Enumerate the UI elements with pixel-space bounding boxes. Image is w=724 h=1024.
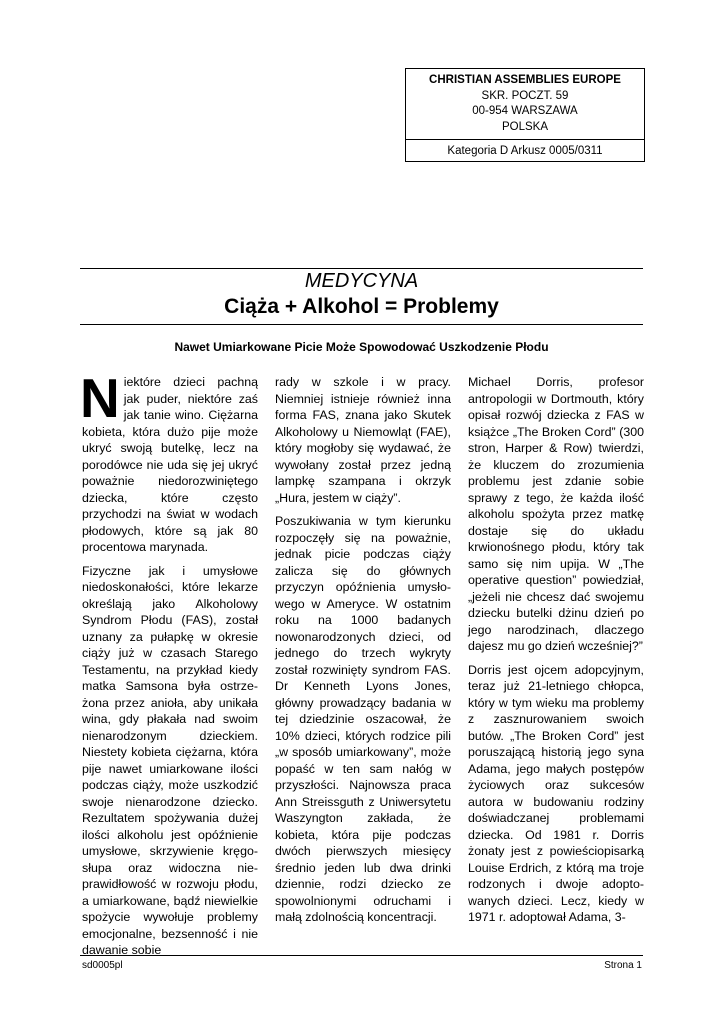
paragraph: Dorris jest ojcem adopcyjnym, teraz już 21-letniego chłopca, który w tym wieku ma problemy z zasznurowaniem swoich butów. „The Broken Cord” jest poruszającą historią jego syna Adama, jego małych postępów życiowych oraz sukcesów autora w budowaniu rodziny doświadczanej problemami dziecka. Od 1981 r. Dorris żonaty jest z powieściopisarką Louise Erdrich, z którą ma troje rodzonych i dwoje adoptowanych dzieci. Lecz, kiedy w 1971 r. adoptował Adama, 3-: [468, 662, 644, 924]
paragraph: [80, 367, 258, 556]
paragraph-text: iektóre dzieci pachną jak puder, niektóre zaś jak tanie wino. Ciężarna kobieta, która dużo pije może ukryć swoją butelkę, lecz na porodówce nie uda się jej ukryć poważnie niedorozwiniętego dziecka, które często przychodzi na świat w wodach płodowych, które są jak 80 procentowa marynada.: [82, 375, 258, 554]
article-title: Ciąża + Alkohol = Problemy: [224, 295, 499, 318]
paragraph: rady w szkole i w pracy. Niemniej istnieje również inna forma FAS, znana jako Skutek Alkoholowy u Niemowląt (FAE), który mogłoby się wydawać, że wywołany został przez jedną lampkę szampana i okrzyk „Hura, jestem w ciąży”.: [275, 375, 451, 505]
document-code: sd0005pl: [82, 960, 123, 971]
address-box: [405, 68, 645, 162]
footer-rule: [80, 955, 643, 956]
column-2: [275, 374, 451, 934]
paragraph: Fizyczne jak i umysłowe niedoskonałości, które lekarze określają jako Alkoholowy Syndrom Płodu (FAS), został uznany za pułapkę w okresie ciąży już w czasach Starego Testamentu, na przykład kiedy matka Samsona była ostrzeżona przez anioła, aby unikała wina, gdy płakała nad swoim nienarodzonym dzieckiem. Niestety kobieta ciężarna, która pije nawet umiarkowane ilości podczas ciąży, może uszkodzić swoje nienarodzone dziecko. Rezultatem spożywania dużej ilości alkoholu jest opóźnienie umysłowe, skrzywienie kręgosłupa oraz widoczna nieprawidłowość w rozwoju płodu, a umiarkowane, bądź niewielkie spożycie wywołuje problemy emocjonalne, bezsenność i nie dawanie sobie: [82, 563, 258, 957]
category-sheet: Kategoria D Arkusz 0005/0311: [447, 145, 603, 157]
article-subtitle: Nawet Umiarkowane Picie Może Spowodować Uszkodzenie Płodu: [174, 340, 549, 354]
column-1: [80, 367, 258, 957]
address-line-pobox: SKR. POCZT. 59: [481, 89, 569, 102]
org-name: CHRISTIAN ASSEMBLIES EUROPE: [429, 74, 621, 86]
address-line-city: 00-954 WARSZAWA: [472, 105, 578, 117]
page-number: Strona 1: [604, 960, 642, 971]
paragraph: Poszukiwania w tym kierunku rozpoczęły się na poważnie, jednak picie podczas ciąży zalicza się do głównych przyczyn opóźnienia umysłowego w Ameryce. W ostatnim roku na 1000 badanych nowonarodzonych dzieci, od jednego do trzech wykryty został rozwinięty syndrom FAS. Dr Kenneth Lyons Jones, główny prowadzący badania w tej dziedzinie oszacował, że 10% dzieci, których rodzice pili „w sposób umiarkowany”, może popaść w ten sam nałóg w przyszłości. Najnowsza praca Ann Streissguth z Uniwersytetu Waszyngton zakłada, że kobieta, która pije podczas dwóch pierwszych miesięcy średnio jeden lub dwa drinki dziennie, rodzi dziecko ze spowolnionymi odruchami i małą zdolnością koncentracji.: [275, 514, 451, 924]
top-rule: [80, 268, 643, 269]
address-line-country: POLSKA: [501, 120, 549, 133]
section-label: MEDYCYNA: [304, 270, 419, 292]
title-rule: [80, 324, 643, 325]
drop-cap: N: [80, 367, 120, 429]
paragraph: Michael Dorris, profesor antropologii w Dortmouth, który opisał rozwój dziecka z FAS w książce „The Broken Cord” (300 stron, Harper & Row) twierdzi, że kluczem do zrozumienia problemu jest zdanie sobie sprawy z tego, że każda ilość alkoholu spożyta przez matkę dostaje się do układu krwionośnego płodu, który tak samo się nim upija. W „The operative question” powiedział, „jeżeli nie chcesz dać swojemu dziecku butelki dżinu dzień po jego narodzinach, dlaczego dajesz mu go dzień wcześniej?”: [468, 375, 644, 653]
address-divider: [406, 139, 644, 140]
column-3: [468, 374, 644, 934]
